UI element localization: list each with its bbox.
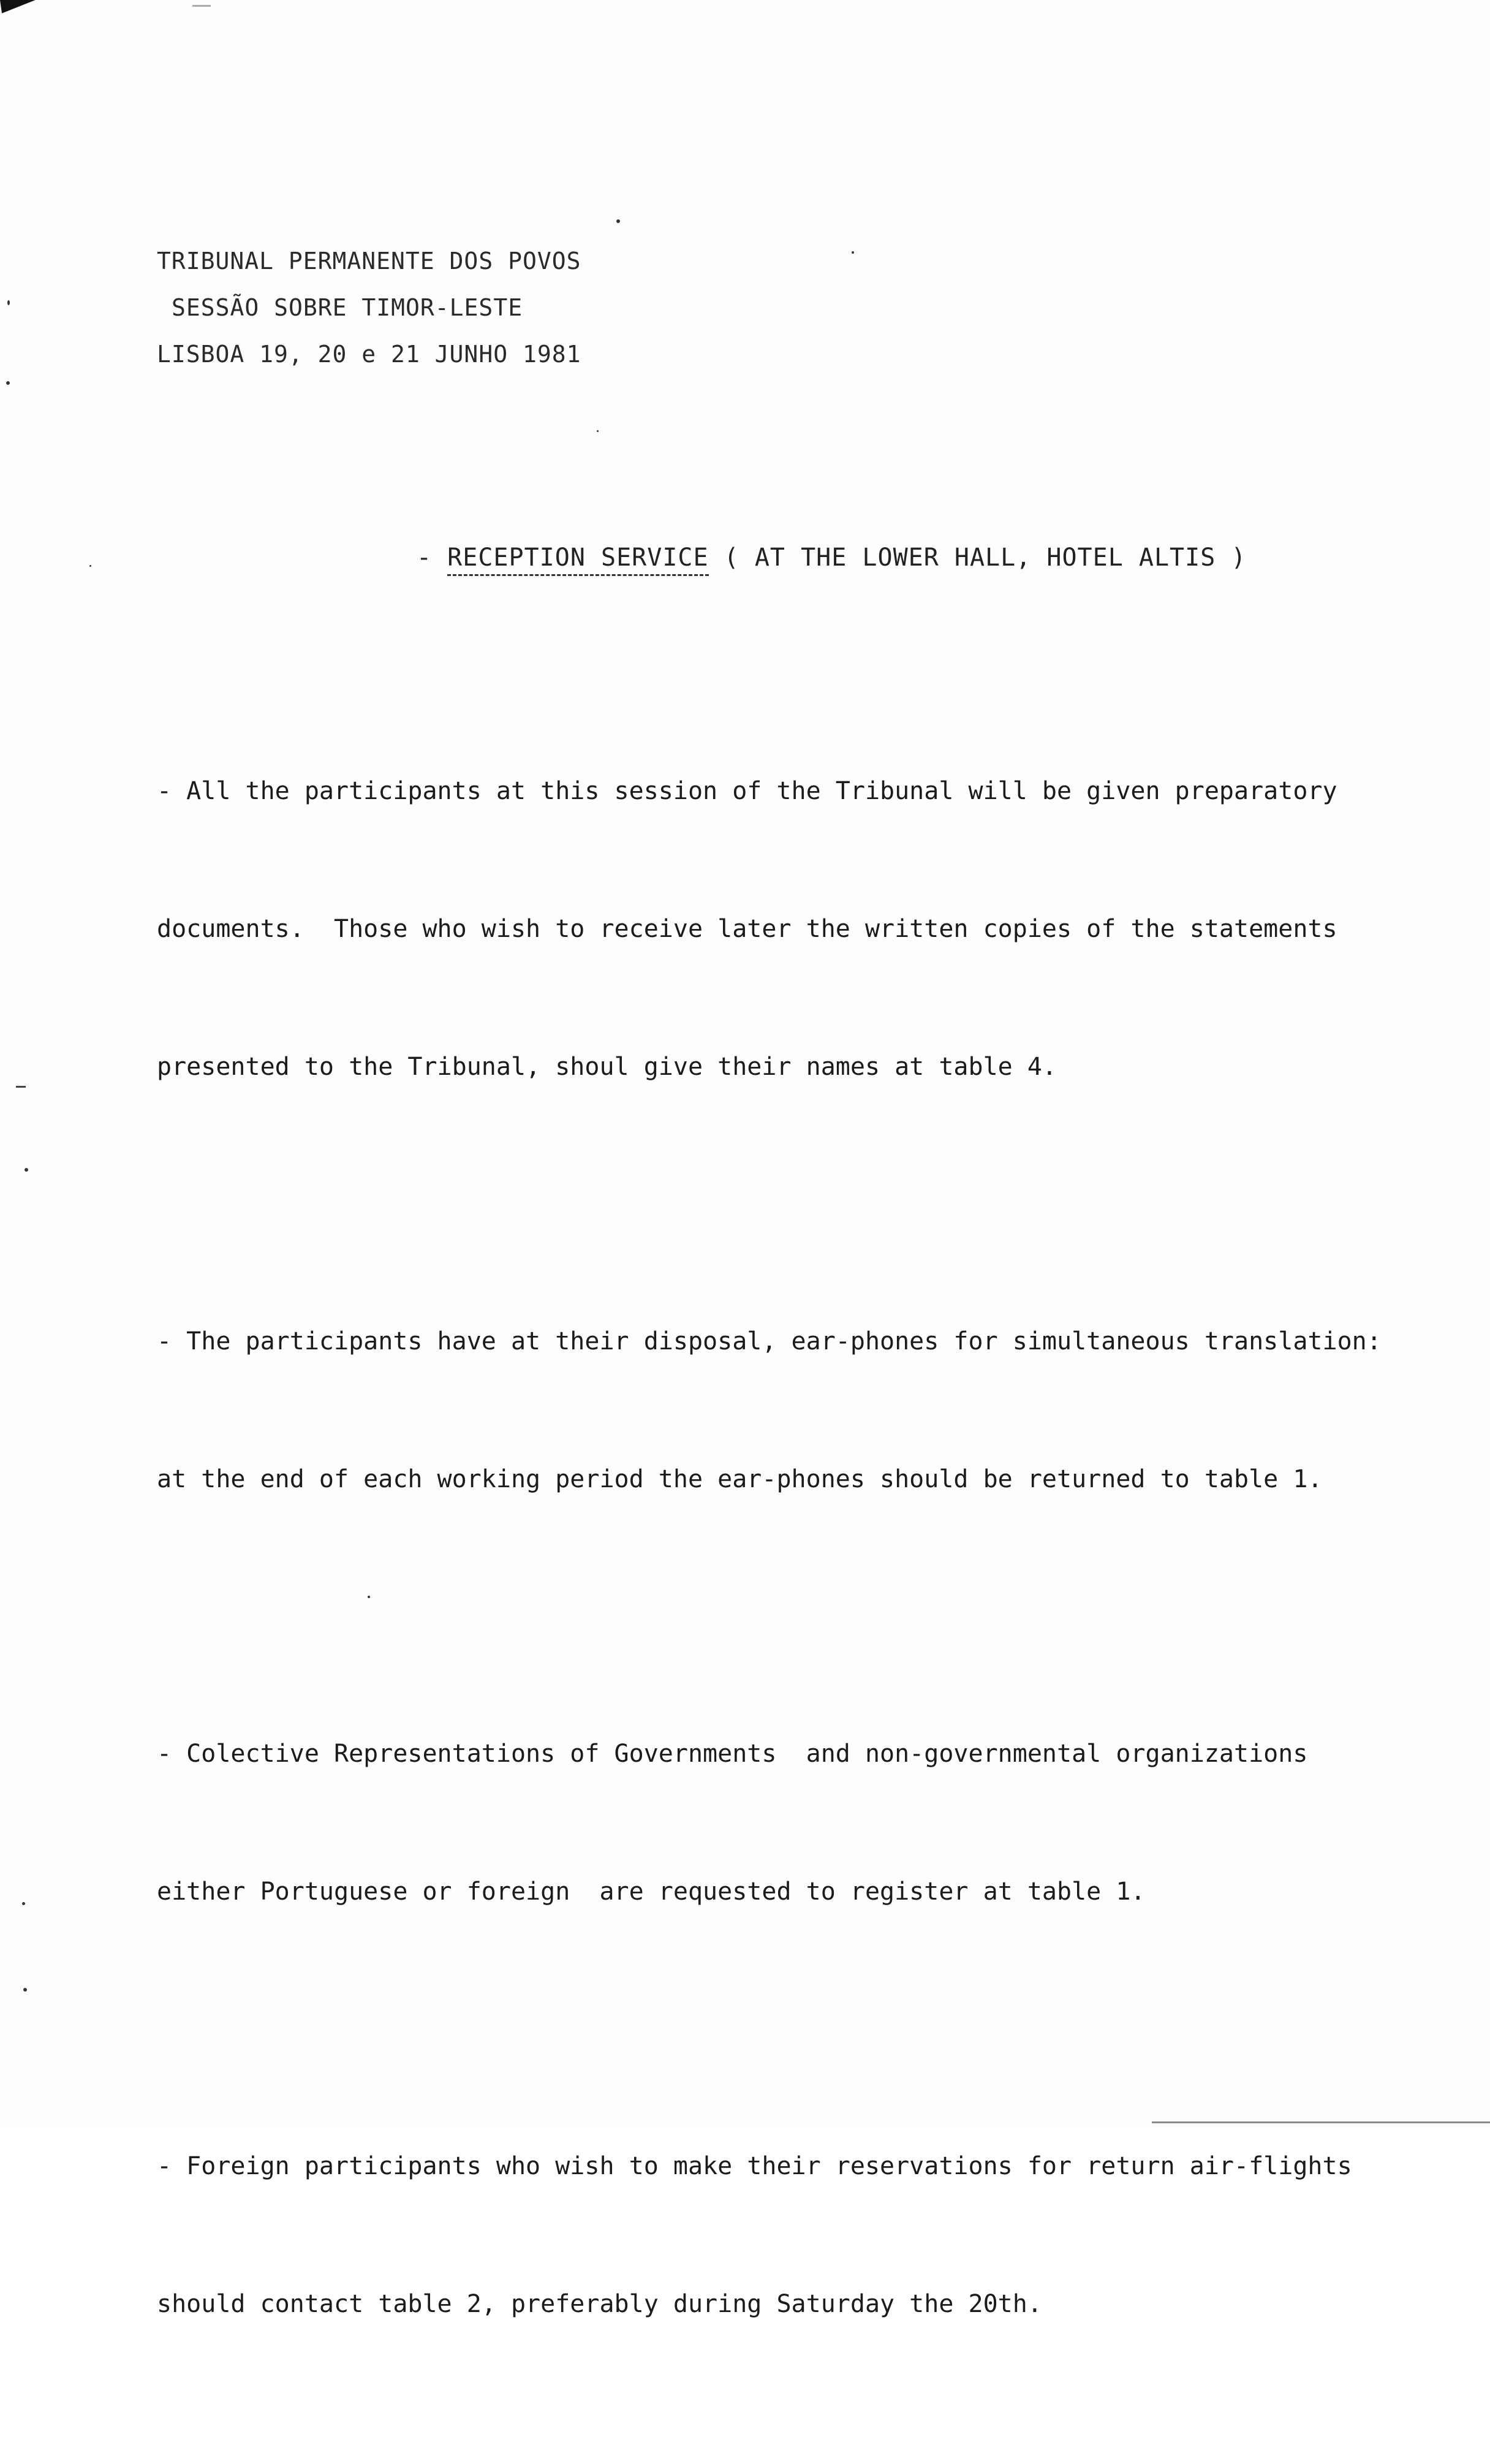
paragraph-line: at the end of each working period the ear-phones should be returned to table 1. <box>157 1465 1323 1493</box>
section-prefix: - <box>417 544 448 572</box>
section-heading <box>417 539 1246 576</box>
paragraph-ear-phones <box>157 1227 1437 1594</box>
scan-dash <box>192 5 211 7</box>
scan-speck <box>7 300 10 305</box>
paragraph-line: - Foreign participants who wish to make their reservations for return air-flights <box>157 2152 1352 2180</box>
scan-speck <box>597 430 599 432</box>
paragraph-line: - Colective Representations of Governments and non-governmental organizations <box>157 1740 1308 1768</box>
paragraph-line: presented to the Tribunal, shoul give their names at table 4. <box>157 1053 1057 1081</box>
document-header <box>157 238 581 377</box>
scan-speck <box>852 251 854 254</box>
scan-speck <box>89 565 91 567</box>
scan-speck <box>23 1988 27 1992</box>
paragraph-line: - The participants have at their disposal, ear-phones for simultaneous translation: <box>157 1327 1382 1355</box>
scan-corner-mark <box>0 0 56 13</box>
paragraph-documents <box>157 677 1437 1182</box>
scan-dash <box>16 1086 26 1088</box>
paragraph-line: should contact table 2, preferably during Saturday the 20th. <box>157 2290 1042 2318</box>
paragraph-line: documents. Those who wish to receive later the written copies of the statements <box>157 915 1337 943</box>
paragraph-line: either Portuguese or foreign are requested to register at table 1. <box>157 1878 1146 1906</box>
scan-speck <box>22 1902 25 1905</box>
header-session: SESSÃO SOBRE TIMOR-LESTE <box>172 294 523 321</box>
scan-speck <box>616 219 620 223</box>
document-body <box>157 677 1437 2464</box>
section-title: RECEPTION SERVICE <box>447 544 708 576</box>
section-location: ( AT THE LOWER HALL, HOTEL ALTIS ) <box>708 544 1247 572</box>
header-org: TRIBUNAL PERMANENTE DOS POVOS <box>157 248 581 275</box>
paragraph-line: - All the participants at this session of the Tribunal will be given preparatory <box>157 777 1337 805</box>
paragraph-air-flights <box>157 2052 1437 2419</box>
header-place-date: LISBOA 19, 20 e 21 JUNHO 1981 <box>157 341 581 368</box>
scan-speck <box>25 1168 28 1172</box>
paragraph-registration <box>157 1639 1437 2007</box>
scan-speck <box>6 381 10 385</box>
